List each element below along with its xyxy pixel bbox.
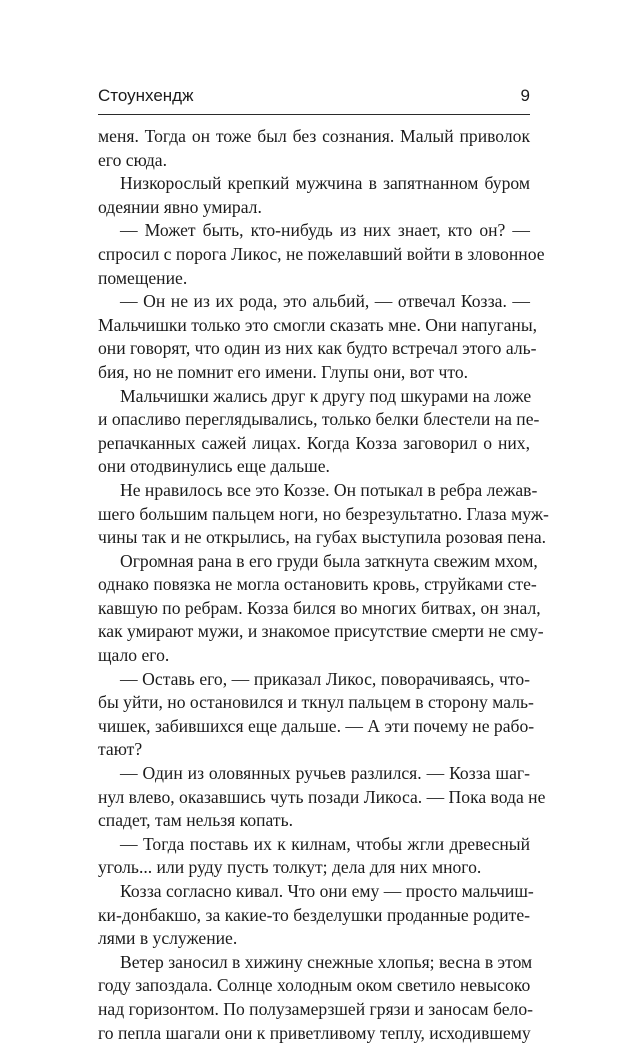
book-title: Стоунхендж (98, 86, 194, 105)
text-line: как умирают мужи, и знакомое присутствие смерти не сму- (98, 621, 544, 642)
text-line: спадет, там нельзя копать. (98, 810, 293, 831)
paragraph (98, 550, 544, 668)
paragraph (98, 762, 546, 833)
paragraph (98, 479, 549, 550)
paragraph (98, 833, 530, 880)
text-line: тают? (98, 739, 143, 760)
text-line: Ветер заносил в хижину снежные хлопья; весна в этом (120, 951, 533, 972)
text-line: и опасливо переглядывались, только белки блестели на пе- (98, 409, 540, 430)
text-line: кавшую по ребрам. Козза бился во многих битвах, он знал, (98, 597, 541, 618)
paragraph (98, 385, 540, 479)
text-line: Не нравилось все это Коззе. Он потыкал в ребра лежав- (120, 479, 538, 500)
running-head (98, 84, 530, 115)
text-line: ки-донбакшо, за какие-то безделушки проданные родите- (98, 904, 530, 925)
text-line: шего большим пальцем ноги, но безрезультатно. Глаза муж- (98, 503, 549, 524)
text-line: году запоздала. Солнце холодным оком светило невысоко (98, 975, 531, 996)
text-line: — Может быть, кто-нибудь из них знает, кто он? — (120, 220, 530, 241)
text-line: помещение. (98, 267, 188, 288)
text-line: — Он не из их рода, это альбий, — отвечал Козза. — (120, 291, 530, 312)
text-line: одеянии явно умирал. (98, 196, 262, 217)
text-line: меня. Тогда он тоже был без сознания. Малый приволок (98, 126, 530, 146)
paragraph (98, 125, 530, 172)
text-line: его сюда. (98, 149, 168, 170)
text-line: Огромная рана в его груди была заткнута свежим мхом, (120, 550, 538, 571)
text-line: бия, но не помнит его имени. Глупы они, вот что. (98, 361, 469, 382)
text-line: репачканных сажей лицах. Когда Козза заговорил о них, (98, 432, 530, 453)
page-number: 9 (520, 86, 530, 105)
text-line: уголь... или руду пусть толкут; дела для них много. (98, 857, 482, 878)
text-line: бы уйти, но остановился и ткнул пальцем в сторону маль- (98, 692, 534, 713)
paragraph (98, 290, 538, 384)
text-line: — Оставь его, — приказал Ликос, поворачиваясь, что- (120, 668, 530, 689)
text-line: над горизонтом. По полузамерзшей грязи и заносам бело- (98, 998, 533, 1019)
text-line: — Один из оловянных ручьев разлился. — Козза шаг- (120, 763, 530, 784)
paragraph (98, 880, 534, 951)
text-line: — Тогда поставь их к килнам, чтобы жгли древесный (120, 833, 530, 854)
paragraph (98, 219, 545, 290)
paragraph (98, 951, 533, 1045)
text-line: чины так и не открылись, на губах выступила розовая пена. (98, 527, 547, 548)
text-line: они отодвинулись еще дальше. (98, 456, 330, 477)
text-line: щало его. (98, 645, 170, 666)
body-text (98, 125, 549, 1045)
text-line: однако повязка не могла остановить кровь, струйками сте- (98, 574, 537, 595)
text-line: лями в услужение. (98, 928, 238, 949)
text-line: Мальчишки жались друг к другу под шкурами на ложе (120, 385, 532, 406)
text-line: го пепла шагали они к приветливому теплу, исходившему (98, 1022, 531, 1043)
text-line: чишек, забившихся еще дальше. — А эти почему не рабо- (98, 715, 535, 736)
paragraph (98, 668, 535, 762)
text-line: они говорят, что один из них как будто встречал этого аль- (98, 338, 537, 359)
text-line: спросил с порога Ликос, не пожелавший войти в зловонное (98, 243, 545, 264)
text-line: Козза согласно кивал. Что они ему — просто мальчиш- (120, 881, 534, 901)
text-line: Низкорослый крепкий мужчина в запятнанном буром (120, 173, 530, 194)
text-line: Мальчишки только это смогли сказать мне. Они напуганы, (98, 314, 538, 335)
text-line: нул влево, оказавшись чуть позади Ликоса. — Пока вода не (98, 786, 546, 807)
paragraph (98, 172, 530, 219)
